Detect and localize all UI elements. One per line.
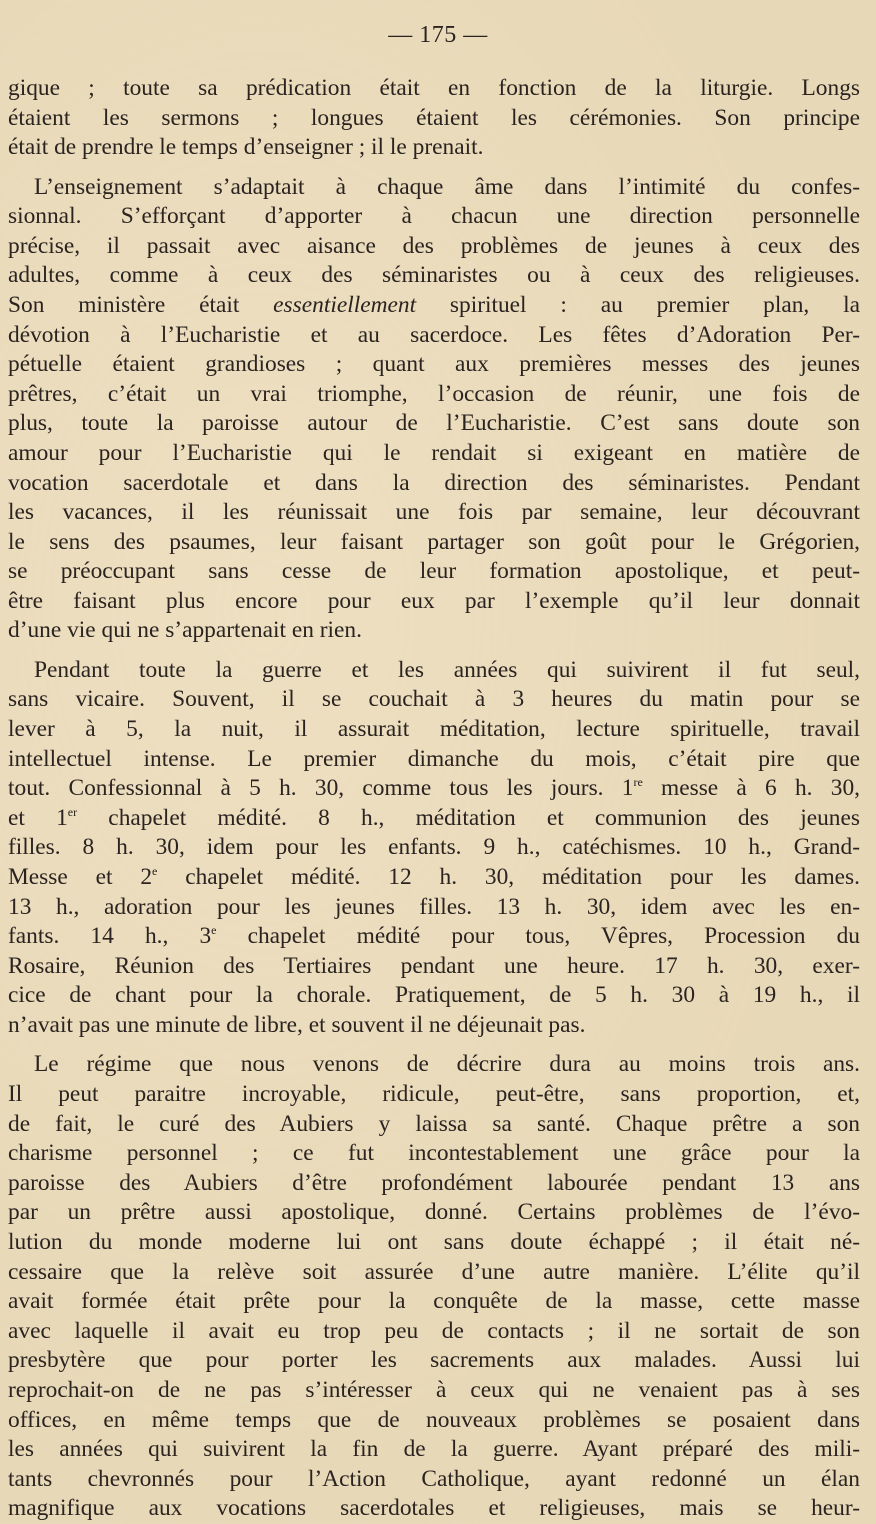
text-line: était de prendre le temps d’enseigner ; il le prenait. [8,134,484,161]
text-line: de fait, le curé des Aubiers y laissa sa santé. Chaque prêtre a son [8,1110,860,1137]
ordinal-superscript: re [633,775,643,790]
text-line: Rosaire, Réunion des Tertiaires pendant une heure. 17 h. 30, exer- [8,952,860,979]
text-line: Messe et 2e chapelet médité. 12 h. 30, méditation pour les dames. [8,864,860,891]
text-line: tants chevronnés pour l’Action Catholique, ayant redonné un élan [8,1465,860,1492]
text-line: adultes, comme à ceux des séminaristes ou à ceux des religieuses. [8,262,860,289]
text-line: avait formée était prête pour la conquête de la masse, cette masse [8,1288,860,1315]
text-line: L’enseignement s’adaptait à chaque âme dans l’intimité du confes- [34,173,860,200]
text-line: par un prêtre aussi apostolique, donné. Certains problèmes de l’évo- [8,1199,860,1226]
text-line: plus, toute la paroisse autour de l’Eucharistie. C’est sans doute son [8,410,860,437]
text-line: charisme personnel ; ce fut incontestablement une grâce pour la [8,1140,860,1167]
body-text [8,74,860,1524]
text-line: d’une vie qui ne s’appartenait en rien. [8,617,362,644]
text-line: offices, en même temps que de nouveaux problèmes se posaient dans [8,1406,860,1433]
text-line: 13 h., adoration pour les jeunes filles. 13 h. 30, idem avec les en- [8,893,860,920]
paragraph-4 [8,1050,860,1524]
text-line: reprochait-on de ne pas s’intéresser à ceux qui ne venaient pas à ses [8,1376,860,1403]
text-line: Il peut paraitre incroyable, ridicule, peut-être, sans proportion, et, [8,1080,860,1107]
paragraph-3 [8,656,860,1041]
text-line: lution du monde moderne lui ont sans doute échappé ; il était né- [8,1228,860,1255]
ordinal-superscript: er [67,804,78,819]
text-line: avec laquelle il avait eu trop peu de contacts ; il ne sortait de son [8,1317,860,1344]
text-line: n’avait pas une minute de libre, et souvent il ne déjeunait pas. [8,1012,586,1038]
page-number: — 175 — [388,22,488,48]
text-line: le sens des psaumes, leur faisant partager son goût pour le Grégorien, [8,528,860,555]
text-line: pétuelle étaient grandioses ; quant aux premières messes des jeunes [8,351,860,378]
text-line: magnifique aux vocations sacerdotales et religieuses, mais se heur- [8,1495,860,1522]
text-line: lever à 5, la nuit, il assurait méditation, lecture spirituelle, travail [8,716,860,743]
text-line: presbytère que pour porter les sacrements aux malades. Aussi lui [8,1347,860,1374]
text-line: précise, il passait avec aisance des problèmes de jeunes à ceux des [8,232,860,259]
text-line: les années qui suivirent la fin de la guerre. Ayant préparé des mili- [8,1436,860,1463]
text-line: se préoccupant sans cesse de leur formation apostolique, et peut- [8,558,860,585]
italic-emphasis: essentiellement [273,291,417,318]
text-line: Le régime que nous venons de décrire dura au moins trois ans. [34,1051,860,1078]
text-line: prêtres, c’était un vrai triomphe, l’occasion de réunir, une fois de [8,380,860,407]
text-line: amour pour l’Eucharistie qui le rendait si exigeant en matière de [8,439,860,466]
text-line: cessaire que la relève soit assurée d’une autre manière. L’élite qu’il [8,1258,860,1285]
text-line: être faisant plus encore pour eux par l’exemple qu’il leur donnait [8,587,860,614]
text-line: Pendant toute la guerre et les années qui suivirent il fut seul, [34,656,860,683]
text-line: tout. Confessionnal à 5 h. 30, comme tous les jours. 1re messe à 6 h. 30, [8,775,860,802]
text-line: filles. 8 h. 30, idem pour les enfants. 9 h., catéchismes. 10 h., Grand- [8,834,860,861]
text-line: Son ministère était essentiellement spirituel : au premier plan, la [8,291,860,318]
text-line: intellectuel intense. Le premier dimanche du mois, c’était pire que [8,745,860,772]
text-line: paroisse des Aubiers d’être profondément labourée pendant 13 ans [8,1169,860,1196]
ordinal-superscript: e [152,864,158,879]
paragraph-2 [8,173,860,647]
text-line: gique ; toute sa prédication était en fonction de la liturgie. Longs [8,75,860,101]
text-line: cice de chant pour la chorale. Pratiquement, de 5 h. 30 à 19 h., il [8,982,860,1009]
text-line: vocation sacerdotale et dans la direction des séminaristes. Pendant [8,469,860,496]
text-line: sans vicaire. Souvent, il se couchait à 3 heures du matin pour se [8,686,860,713]
text-line: sionnal. S’efforçant d’apporter à chacun une direction personnelle [8,203,860,230]
text-line: les vacances, il les réunissait une fois par semaine, leur découvrant [8,499,860,526]
text-line: étaient les sermons ; longues étaient les cérémonies. Son principe [8,104,860,131]
ordinal-superscript: e [211,923,217,938]
text-line: et 1er chapelet médité. 8 h., méditation et communion des jeunes [8,804,860,831]
text-line: fants. 14 h., 3e chapelet médité pour tous, Vêpres, Procession du [8,923,860,950]
paragraph-1 [8,74,860,163]
text-line: dévotion à l’Eucharistie et au sacerdoce. Les fêtes d’Adoration Per- [8,321,860,348]
